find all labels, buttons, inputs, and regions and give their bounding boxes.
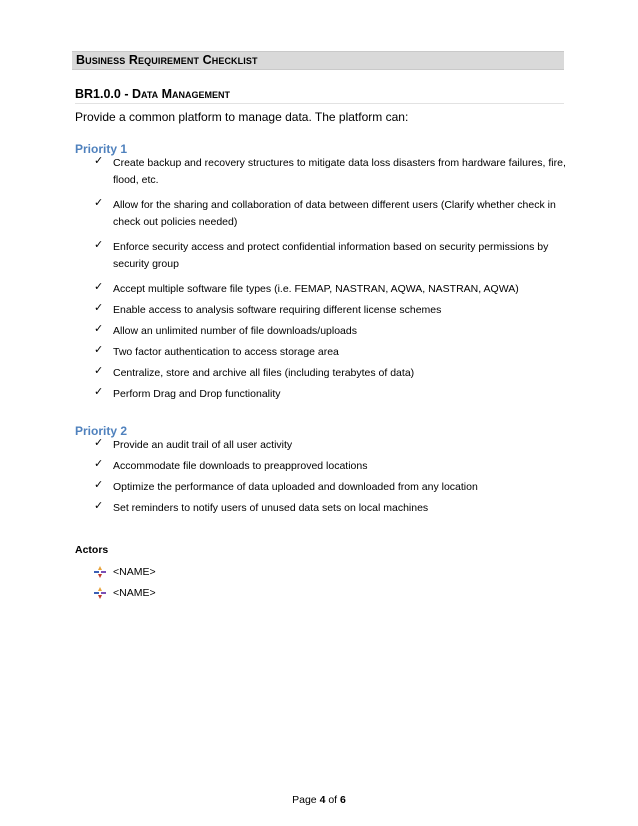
- section-heading: [75, 87, 230, 101]
- checkmark-icon: ✓: [94, 479, 104, 491]
- checkmark-icon: ✓: [94, 302, 104, 314]
- actor-name: <NAME>: [113, 566, 156, 578]
- page-footer: [0, 794, 638, 806]
- footer-of-word: of: [328, 794, 338, 806]
- checklist-banner: [72, 51, 564, 70]
- footer-page-word: Page: [292, 794, 317, 806]
- list-item-text: Enforce security access and protect confidential information based on security permissions by security group: [113, 241, 549, 270]
- section-id: BR1.0.0 -: [75, 87, 129, 101]
- list-item-text: Perform Drag and Drop functionality: [113, 388, 281, 400]
- checkmark-icon: ✓: [94, 323, 104, 335]
- section-name: Data Management: [131, 87, 231, 101]
- list-item-text: Accept multiple software file types (i.e. FEMAP, NASTRAN, AQWA, NASTRAN, AQWA): [113, 283, 519, 295]
- intro-text: Provide a common platform to manage data. The platform can:: [75, 110, 409, 124]
- checkmark-icon: ✓: [94, 344, 104, 356]
- list-item-text: Create backup and recovery structures to mitigate data loss disasters from hardware failures, fire, flood, etc.: [113, 157, 566, 186]
- list-item-text: Centralize, store and archive all files (including terabytes of data): [113, 367, 415, 379]
- checkmark-icon: ✓: [94, 500, 104, 512]
- priority-2-heading: Priority 2: [75, 424, 128, 438]
- checkmark-icon: ✓: [94, 365, 104, 377]
- footer-total-pages: 6: [340, 794, 346, 806]
- checkmark-icon: ✓: [94, 386, 104, 398]
- checkmark-icon: ✓: [94, 458, 104, 470]
- priority-1-heading: Priority 1: [75, 142, 128, 156]
- list-item-text: Allow for the sharing and collaboration of data between different users (Clarify whether check in check out policies needed): [113, 199, 556, 228]
- actor-name: <NAME>: [113, 587, 156, 599]
- checkmark-icon: ✓: [94, 239, 104, 251]
- arrow-bullet-icon: [94, 587, 106, 599]
- list-item-text: Optimize the performance of data uploaded and downloaded from any location: [113, 481, 478, 493]
- list-item-text: Two factor authentication to access storage area: [113, 346, 339, 358]
- list-item-text: Accommodate file downloads to preapproved locations: [113, 460, 368, 472]
- arrow-bullet-icon: [94, 566, 106, 578]
- list-item-text: Provide an audit trail of all user activity: [113, 439, 293, 451]
- section-divider: [75, 103, 564, 104]
- list-item-text: Set reminders to notify users of unused data sets on local machines: [113, 502, 429, 514]
- footer-current-page: 4: [319, 794, 326, 806]
- checkmark-icon: ✓: [94, 197, 104, 209]
- actors-heading: Actors: [75, 544, 109, 556]
- checkmark-icon: ✓: [94, 437, 104, 449]
- list-item-text: Enable access to analysis software requiring different license schemes: [113, 304, 442, 316]
- list-item-text: Allow an unlimited number of file downloads/uploads: [113, 325, 357, 337]
- checklist-title: Business Requirement Checklist: [76, 53, 258, 67]
- checkmark-icon: ✓: [94, 155, 104, 167]
- checkmark-icon: ✓: [94, 281, 104, 293]
